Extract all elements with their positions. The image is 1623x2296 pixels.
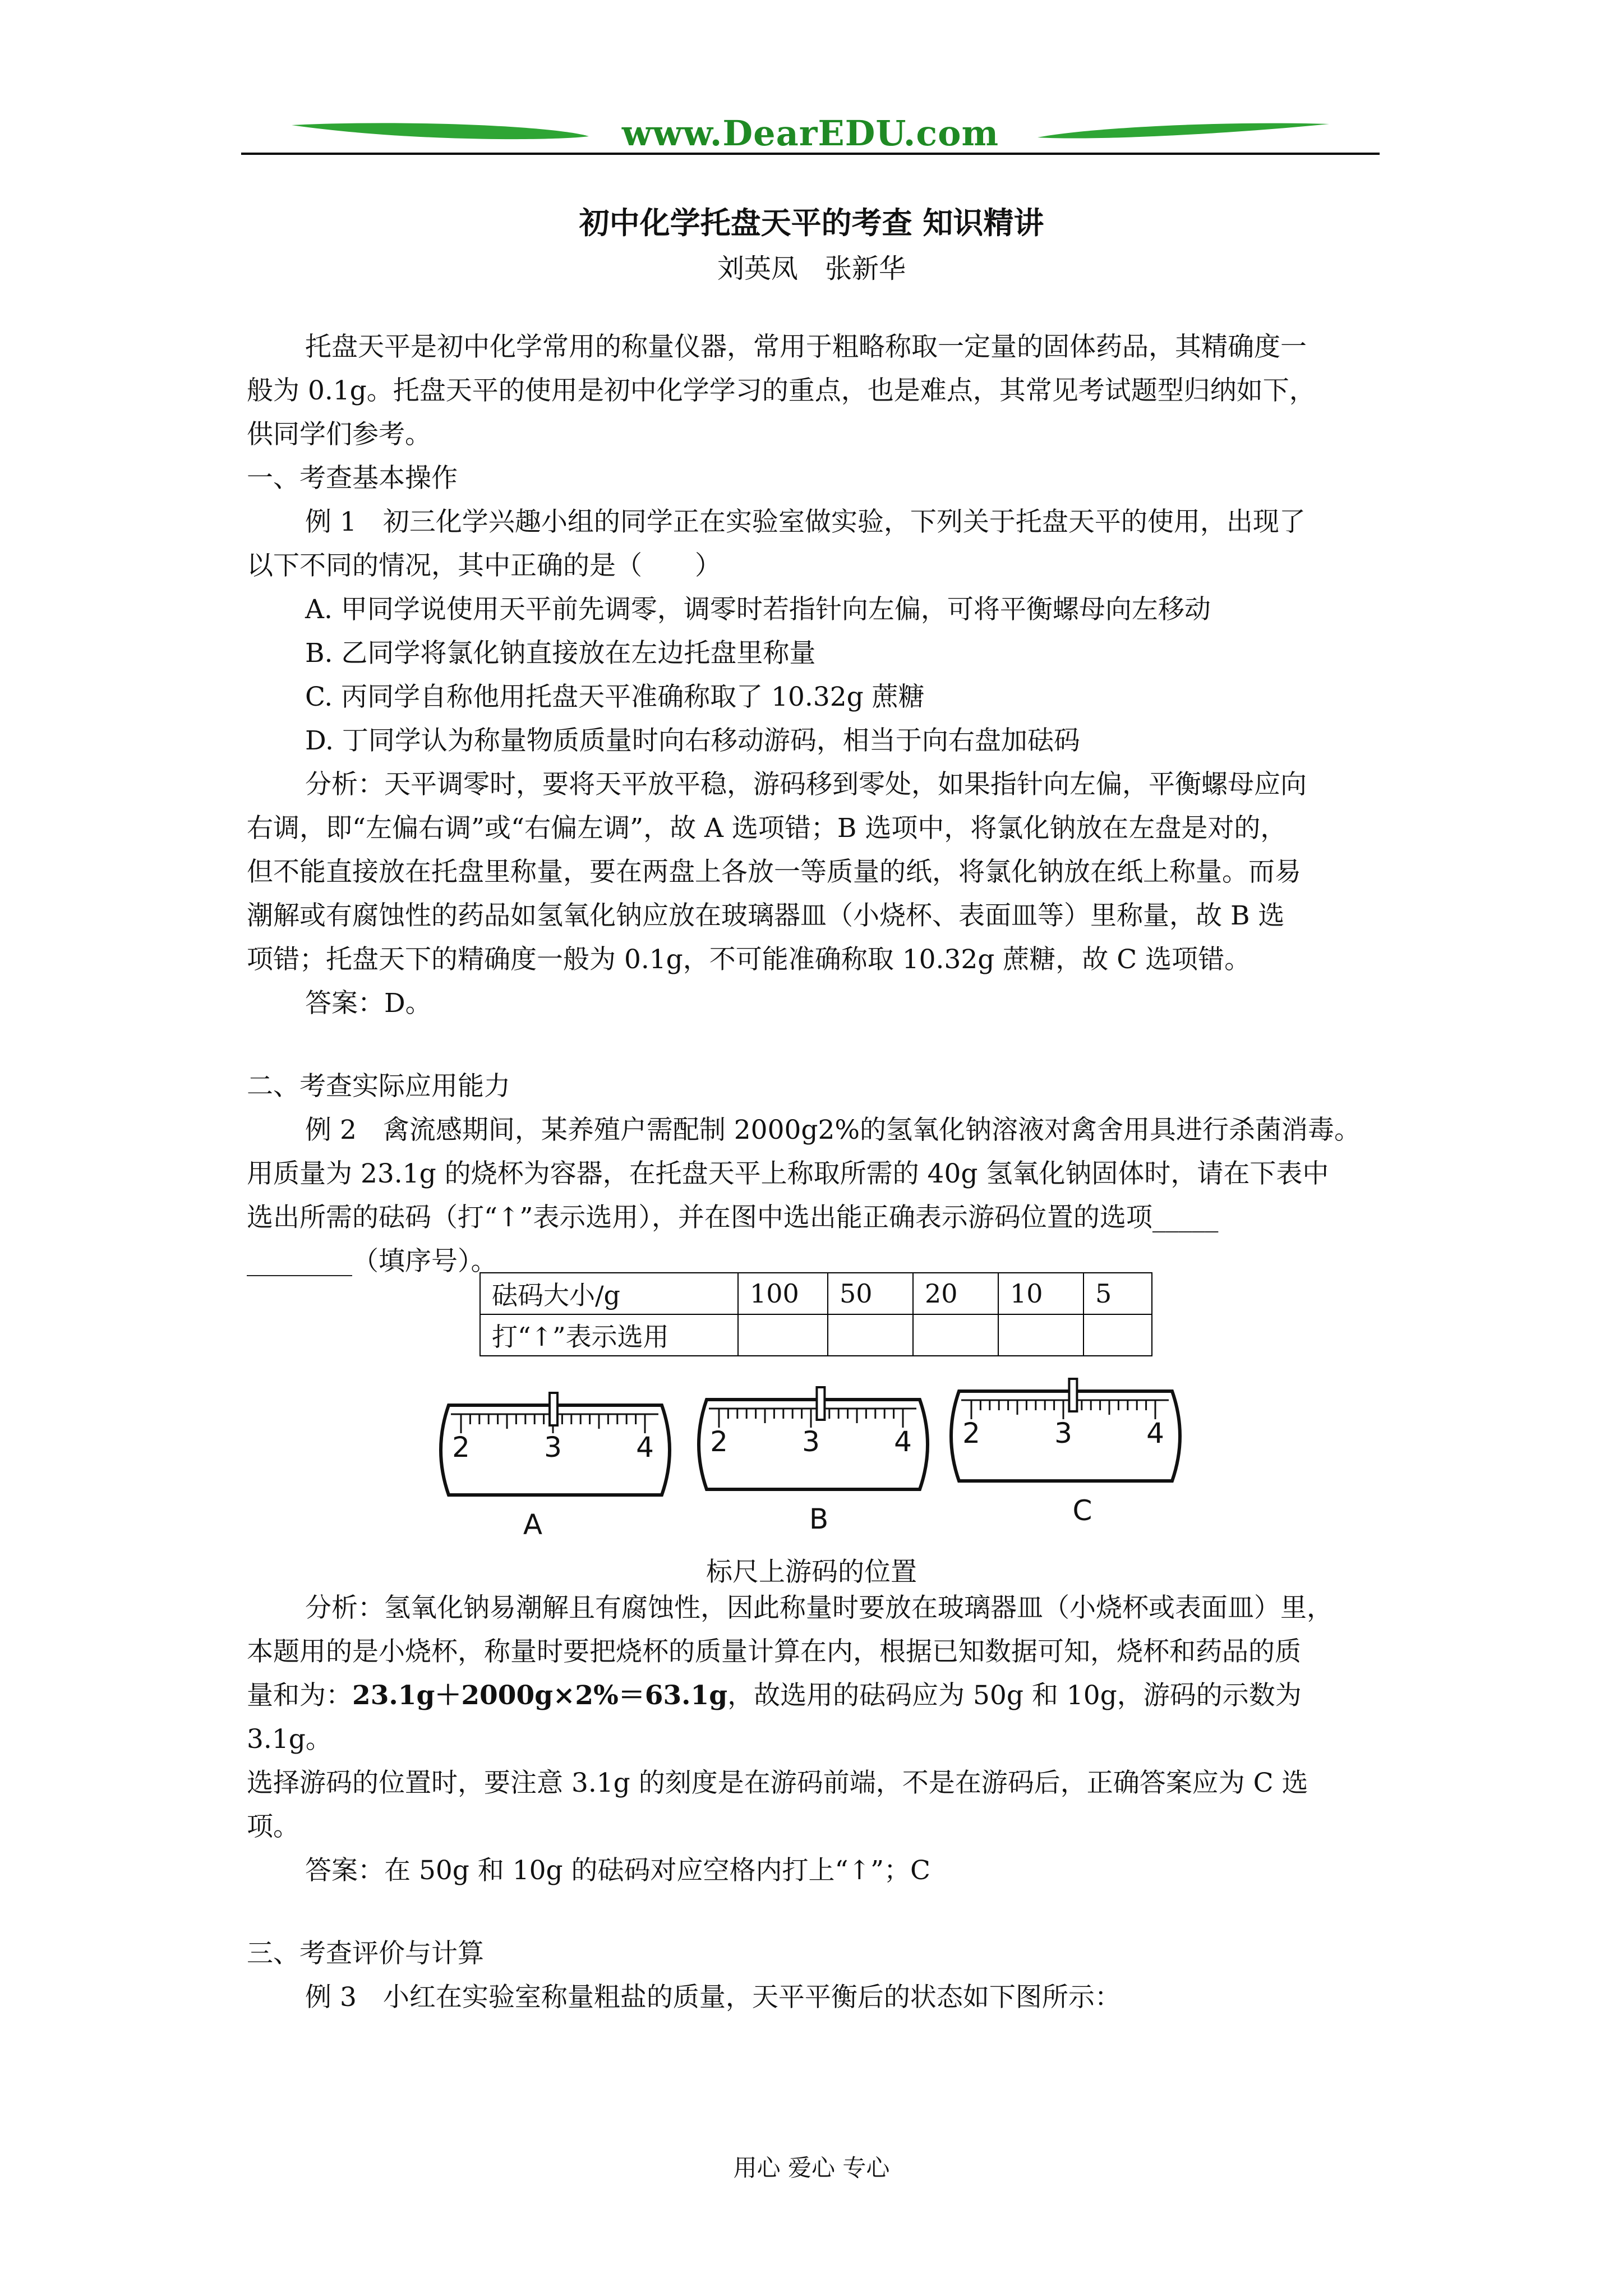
question-line: ________（填序号）。 (247, 1246, 497, 1277)
table-row (480, 1273, 1152, 1314)
table-cell-weight: 10 (998, 1273, 1083, 1314)
section-heading: 三、考查评价与计算 (247, 1938, 484, 1969)
formula: 23.1g＋2000g×2%＝63.1g (352, 1680, 728, 1711)
ruler-tick-label: 3 (544, 1431, 562, 1464)
table-cell-empty (913, 1314, 998, 1356)
table-cell-empty (998, 1314, 1083, 1356)
ruler-option-label: A (523, 1508, 543, 1541)
table-cell-weight: 50 (828, 1273, 913, 1314)
analysis-line: 分析：天平调零时，要将天平放平稳，游码移到零处，如果指针向左偏，平衡螺母应向 (305, 769, 1307, 800)
question-line: 例 1 初三化学兴趣小组的同学正在实验室做实验，下列关于托盘天平的使用，出现了 (305, 507, 1306, 537)
figure-caption: 标尺上游码的位置 (706, 1557, 917, 1588)
table-row (480, 1314, 1152, 1356)
weights-table (479, 1272, 1152, 1356)
question-line: 例 2 禽流感期间，某养殖户需配制 2000g2%的氢氧化钠溶液对禽舍用具进行杀菌消毒。 (305, 1115, 1361, 1145)
section-heading: 一、考查基本操作 (247, 463, 458, 494)
analysis-line: 但不能直接放在托盘里称量，要在两盘上各放一等质量的纸，将氯化钠放在纸上称量。而易 (247, 857, 1301, 887)
table-cell-label: 砝码大小/g (480, 1273, 738, 1314)
rider-slider (550, 1393, 557, 1425)
analysis-line: 潮解或有腐蚀性的药品如氢氧化钠应放在玻璃器皿（小烧杯、表面皿等）里称量，故 B 选 (247, 900, 1285, 931)
article-body-continued (247, 1586, 1385, 2019)
option-d: D. 丁同学认为称量物质质量时向右移动游码，相当于向右盘加砝码 (305, 725, 1080, 756)
ruler-tick-label: 3 (802, 1425, 820, 1458)
table-cell-weight: 5 (1083, 1273, 1152, 1314)
page-title: 初中化学托盘天平的考查 知识精讲 (579, 205, 1044, 241)
analysis-line: 选择游码的位置时，要注意 3.1g 的刻度是在游码前端，不是在游码后，正确答案应为 C 选 (247, 1768, 1308, 1798)
answer-line: 答案：D。 (305, 988, 432, 1019)
rider-ruler-figure (426, 1374, 1217, 1554)
analysis-line: 分析：氢氧化钠易潮解且有腐蚀性，因此称量时要放在玻璃器皿（小烧杯或表面皿）里， (305, 1593, 1333, 1623)
rider-slider (817, 1387, 824, 1420)
ruler-tick-label: 2 (962, 1417, 980, 1450)
option-a: A. 甲同学说使用天平前先调零，调零时若指针向左偏，可将平衡螺母向左移动 (305, 594, 1211, 625)
authors: 刘英凤 张新华 (717, 253, 906, 284)
question-line: 用质量为 23.1g 的烧杯为容器，在托盘天平上称取所需的 40g 氢氧化钠固体时，请在下表中 (247, 1158, 1329, 1189)
question-line: 例 3 小红在实验室称量粗盐的质量，天平平衡后的状态如下图所示： (305, 1982, 1121, 2013)
site-name: www.DearEDU.com (621, 113, 999, 154)
intro-line: 供同学们参考。 (247, 419, 431, 450)
analysis-line: 项错；托盘天下的精确度一般为 0.1g，不可能准确称取 10.32g 蔗糖，故 C 选项错。 (247, 944, 1251, 975)
analysis-line: 本题用的是小烧杯，称量时要把烧杯的质量计算在内，根据已知数据可知，烧杯和药品的质 (247, 1636, 1301, 1667)
ruler-option-label: C (1072, 1494, 1092, 1527)
formula-prefix: 量和为： (247, 1680, 352, 1711)
formula-suffix: ，故选用的砝码应为 50g 和 10g，游码的示数为 3.1g。 (247, 1680, 1302, 1755)
ruler-tick-label: 4 (1146, 1417, 1164, 1450)
ruler-option-label: B (809, 1503, 829, 1535)
ruler-tick-label: 4 (894, 1425, 912, 1458)
table-cell-empty (1083, 1314, 1152, 1356)
table-cell-weight: 100 (738, 1273, 828, 1314)
analysis-line (247, 1674, 1385, 1761)
option-b: B. 乙同学将氯化钠直接放在左边托盘里称量 (305, 638, 816, 669)
table-cell-empty (828, 1314, 913, 1356)
question-line: 选出所需的砝码（打“↑”表示选用），并在图中选出能正确表示游码位置的选项_____ (247, 1202, 1219, 1233)
analysis-line: 项。 (247, 1811, 299, 1842)
section-heading: 二、考查实际应用能力 (247, 1071, 510, 1102)
article-body (247, 325, 1385, 1283)
ruler-tick-label: 2 (710, 1425, 728, 1458)
ruler-tick-label: 2 (452, 1431, 470, 1464)
table-cell-empty (738, 1314, 828, 1356)
answer-line: 答案：在 50g 和 10g 的砝码对应空格内打上“↑”；C (305, 1855, 930, 1886)
header-rule (241, 153, 1380, 155)
intro-line: 托盘天平是初中化学常用的称量仪器，常用于粗略称取一定量的固体药品，其精确度一 (305, 332, 1307, 362)
table-cell-label: 打“↑”表示选用 (480, 1314, 738, 1356)
analysis-line: 右调，即“左偏右调”或“右偏左调”，故 A 选项错；B 选项中，将氯化钠放在左盘是对的， (247, 813, 1287, 844)
option-c: C. 丙同学自称他用托盘天平准确称取了 10.32g 蔗糖 (305, 682, 925, 712)
table-cell-weight: 20 (913, 1273, 998, 1314)
ruler-tick-label: 4 (636, 1431, 654, 1464)
question-line: 以下不同的情况，其中正确的是（ ） (247, 550, 721, 581)
rider-slider (1069, 1379, 1077, 1411)
intro-line: 般为 0.1g。托盘天平的使用是初中化学学习的重点，也是难点，其常见考试题型归纳如下， (247, 375, 1316, 406)
page-footer: 用心 爱心 专心 (733, 2154, 890, 2182)
ruler-tick-label: 3 (1054, 1417, 1072, 1450)
rulers-diagram (426, 1374, 1217, 1554)
